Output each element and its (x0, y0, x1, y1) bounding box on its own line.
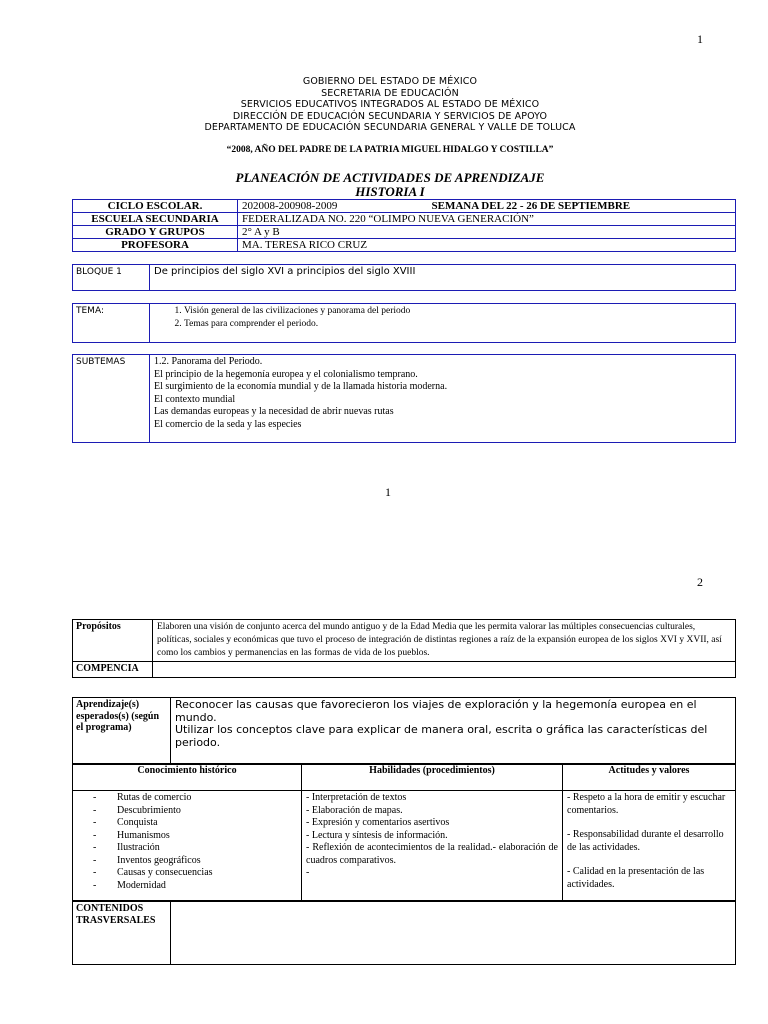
list-item: - Causas y consecuencias (93, 867, 297, 880)
subtemas-table (72, 354, 736, 443)
tema-label: TEMA: (73, 304, 150, 343)
list-item: 1.2. Panorama del Periodo. (154, 356, 263, 367)
document-title: PLANEACIÓN DE ACTIVIDADES DE APRENDIZAJE (235, 170, 545, 185)
list-item: - Responsabilidad durante el desarrollo de las actividades. (567, 829, 724, 853)
header-line: GOBIERNO DEL ESTADO DE MÉXICO (302, 76, 478, 87)
table-row (73, 226, 736, 239)
table-row (73, 304, 736, 343)
propositos-text: Elaboren una visión de conjunto acerca del mundo antiguo y de la Edad Media que les permita valorar las múltiples consecuencias culturales, políticas, sociales y económicas que tuvo el proceso de integración de distintas regiones a raíz de la expansión europea de los siglos XVI y XVII, así como los cambios y permanencias en las formas de vida de los pueblos. (153, 620, 736, 662)
header-line: DEPARTAMENTO DE EDUCACIÓN SECUNDARIA GENERAL Y VALLE DE TOLUCA (204, 122, 576, 133)
aprendizaje-line: Utilizar los conceptos clave para explicar de manera oral, escrita o gráfica las características del periodo. (175, 723, 708, 749)
table-row (73, 662, 736, 678)
list-item: - Calidad en la presentación de las actividades. (567, 866, 705, 890)
bloque-table (72, 264, 736, 291)
list-item: - Interpretación de textos (306, 792, 407, 803)
bloque-value: De principios del siglo XVI a principios del siglo XVIII (150, 265, 736, 291)
contenidos-label: CONTENIDOS TRASVERSALES (73, 902, 171, 965)
list-item: - Elaboración de mapas. (306, 804, 403, 816)
escuela-label: ESCUELA SECUNDARIA (73, 213, 238, 226)
col-actitudes-header: Actitudes y valores (563, 764, 736, 791)
page-footer-number: 1 (385, 485, 391, 499)
year-motto: “2008, AÑO DEL PADRE DE LA PATRIA MIGUEL HIDALGO Y COSTILLA” (226, 145, 554, 155)
col-conocimiento-header: Conocimiento histórico (73, 764, 302, 791)
list-item: El surgimiento de la economía mundial y de la llamada historia moderna. (154, 381, 448, 392)
content-grid (72, 763, 736, 901)
header-line: SECRETARIA DE EDUCACIÓN (321, 87, 459, 99)
profesora-label: PROFESORA (73, 239, 238, 252)
list-item: - Descubrimiento (93, 805, 297, 818)
table-row (73, 764, 736, 791)
grado-label: GRADO Y GRUPOS (73, 226, 238, 239)
conocimiento-cell (73, 791, 302, 901)
ciclo-value-text: 202008-200908-2009 (242, 200, 338, 212)
contenidos-table (72, 901, 736, 965)
page-number: 2 (697, 575, 703, 589)
table-row (73, 265, 736, 291)
header-line: SERVICIOS EDUCATIVOS INTEGRADOS AL ESTADO DE MÉXICO (240, 99, 540, 110)
compencia-label: COMPENCIA (73, 662, 153, 678)
tema-table (72, 303, 736, 343)
list-item: 2. Temas para comprender el periodo. (184, 318, 731, 331)
table-row (73, 239, 736, 252)
col-habilidades-header: Habilidades (procedimientos) (302, 764, 563, 791)
grado-value: 2° A y B (238, 226, 736, 239)
aprendizajes-value (171, 698, 736, 765)
ciclo-value (238, 200, 736, 213)
habilidades-list (306, 792, 558, 880)
ciclo-label: CICLO ESCOLAR. (73, 200, 238, 213)
document-subtitle: HISTORIA I (355, 184, 425, 199)
habilidades-cell (302, 791, 563, 901)
list-item: Las demandas europeas y la necesidad de abrir nuevas rutas (154, 406, 394, 417)
list-item: - Modernidad (93, 880, 297, 893)
list-item: 1. Visión general de las civilizaciones y panorama del periodo (184, 305, 731, 318)
list-item: - Ilustración (93, 842, 297, 855)
semana-value: SEMANA DEL 22 - 26 DE SEPTIEMBRE (431, 200, 631, 212)
escuela-value: FEDERALIZADA NO. 220 “OLIMPO NUEVA GENERACIÓN” (238, 213, 736, 226)
aprendizajes-table (72, 697, 736, 765)
list-item: - (306, 867, 310, 878)
tema-list (154, 305, 731, 330)
page-number: 1 (697, 32, 703, 46)
list-item: - Humanismos (93, 830, 297, 843)
aprendizajes-label: Aprendizaje(s) esperados(s) (según el programa) (73, 698, 171, 765)
list-item: El principio de la hegemonía europea y el colonialismo temprano. (154, 368, 418, 380)
list-item: - Rutas de comercio (93, 792, 297, 805)
list-item: El comercio de la seda y las especies (154, 418, 302, 430)
table-row (73, 902, 736, 965)
subtemas-value (150, 355, 736, 443)
propositos-table (72, 619, 736, 678)
list-item: El contexto mundial (154, 393, 236, 405)
table-row (73, 620, 736, 662)
list-item: - Reflexión de acontecimientos de la realidad.- elaboración de cuadros comparativos. (306, 842, 558, 866)
conocimiento-list (93, 792, 297, 892)
list-item: - Inventos geográficos (93, 855, 297, 868)
actitudes-cell (563, 791, 736, 901)
list-item: - Lectura y síntesis de información. (306, 829, 448, 841)
table-row (73, 213, 736, 226)
subtemas-label: SUBTEMAS (73, 355, 150, 443)
profesora-value: MA. TERESA RICO CRUZ (238, 239, 736, 252)
contenidos-value (171, 902, 736, 965)
bloque-label: BLOQUE 1 (73, 265, 150, 291)
tema-value (150, 304, 736, 343)
header-line: DIRECCIÓN DE EDUCACIÓN SECUNDARIA Y SERVICIOS DE APOYO (232, 110, 548, 122)
aprendizaje-line: Reconocer las causas que favorecieron los viajes de exploración y la hegemonía europea en el mundo. (175, 698, 697, 724)
propositos-label: Propósitos (73, 620, 153, 662)
table-row (73, 698, 736, 765)
list-item: - Conquista (93, 817, 297, 830)
info-table (72, 199, 736, 252)
list-item: - Expresión y comentarios asertivos (306, 817, 450, 828)
compencia-value (153, 662, 736, 678)
table-row (73, 791, 736, 901)
list-item: - Respeto a la hora de emitir y escuchar comentarios. (567, 792, 726, 816)
table-row (73, 355, 736, 443)
institution-header (0, 76, 768, 134)
table-row (73, 200, 736, 213)
